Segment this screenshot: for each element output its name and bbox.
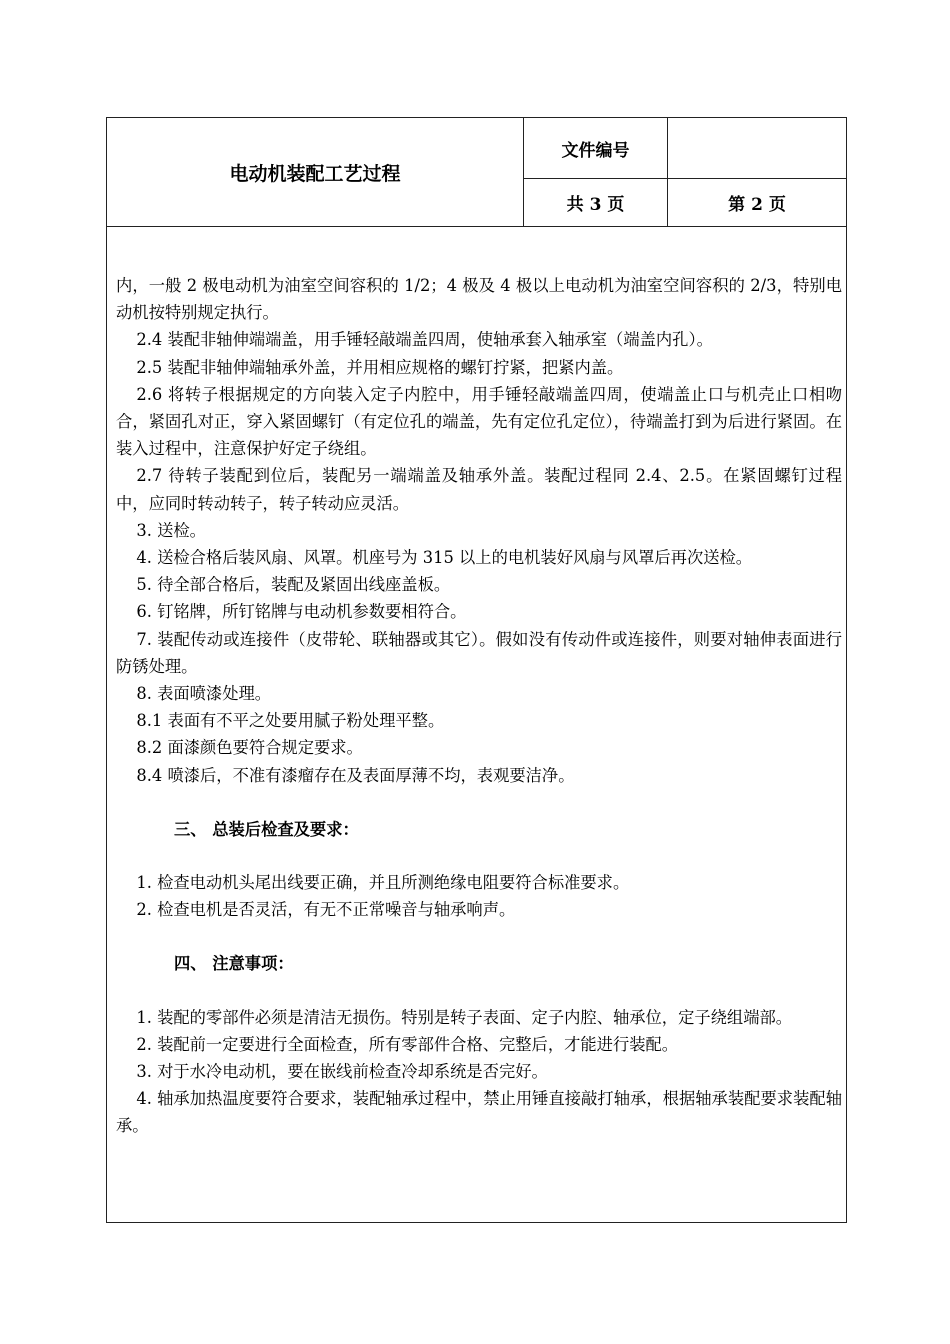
paragraph: 8.4 喷漆后，不准有漆瘤存在及表面厚薄不均，表观要洁净。 — [136, 765, 575, 785]
section-heading-3: 三、 总装后检查及要求： — [174, 819, 359, 839]
current-page: 第 2 页 — [728, 195, 786, 215]
paragraph: 2.6 将转子根据规定的方向装入定子内腔中，用手锤轻敲端盖四周，使端盖止口与机壳止口相吻合，紧固孔对正，穿入紧固螺钉（有定位孔的端盖，先有定位孔定位），待端盖打到为后进行紧固。在装入过程中，注意保护好定子绕组。 — [116, 384, 842, 459]
document-sheet — [106, 117, 847, 1223]
list-item: 2. 检查电机是否灵活，有无不正常噪音与轴承响声。 — [136, 900, 516, 920]
paragraph: 2.4 装配非轴伸端端盖，用手锤轻敲端盖四周，使轴承套入轴承室（端盖内孔）。 — [136, 330, 713, 350]
paragraph: 8.1 表面有不平之处要用腻子粉处理平整。 — [136, 711, 445, 731]
list-item: 2. 装配前一定要进行全面检查，所有零部件合格、完整后，才能进行装配。 — [136, 1034, 679, 1054]
paragraph: 6. 钉铭牌，所钉铭牌与电动机参数要相符合。 — [136, 602, 467, 622]
list-item: 1. 检查电动机头尾出线要正确，并且所测绝缘电阻要符合标准要求。 — [136, 873, 630, 893]
doc-number-value — [668, 118, 846, 179]
paragraph: 2.7 待转子装配到位后，装配另一端端盖及轴承外盖。装配过程同 2.4、2.5。在紧固螺钉过程中，应同时转动转子，转子转动应灵活。 — [116, 466, 842, 513]
paragraph: 4. 送检合格后装风扇、风罩。机座号为 315 以上的电机装好风扇与风罩后再次送检。 — [136, 548, 753, 568]
paragraph: 内，一般 2 极电动机为油室空间容积的 1/2；4 极及 4 极以上电动机为油室空间容积的 2/3，特别电动机按特别规定执行。 — [116, 276, 842, 323]
paragraph: 3. 送检。 — [136, 520, 206, 540]
section-heading-4: 四、 注意事项： — [174, 954, 294, 974]
paragraph: 2.5 装配非轴伸端轴承外盖，并用相应规格的螺钉拧紧，把紧内盖。 — [136, 357, 624, 377]
list-item: 4. 轴承加热温度要符合要求，装配轴承过程中，禁止用锤直接敲打轴承，根据轴承装配要求装配轴承。 — [116, 1089, 842, 1136]
header-table — [107, 118, 846, 227]
paragraph: 8.2 面漆颜色要符合规定要求。 — [136, 738, 363, 758]
doc-number-label: 文件编号 — [524, 118, 668, 179]
document-title: 电动机装配工艺过程 — [107, 118, 524, 226]
paragraph: 8. 表面喷漆处理。 — [136, 684, 272, 704]
paragraph: 5. 待全部合格后，装配及紧固出线座盖板。 — [136, 575, 451, 595]
list-item: 3. 对于水冷电动机，要在嵌线前检查冷却系统是否完好。 — [136, 1062, 548, 1082]
paragraph: 7. 装配传动或连接件（皮带轮、联轴器或其它）。假如没有传动件或连接件，则要对轴伸表面进行防锈处理。 — [116, 629, 842, 676]
total-pages: 共 3 页 — [524, 179, 668, 226]
list-item: 1. 装配的零部件必须是清洁无损伤。特别是转子表面、定子内腔、轴承位，定子绕组端部。 — [136, 1007, 793, 1027]
document-body — [116, 272, 842, 1140]
